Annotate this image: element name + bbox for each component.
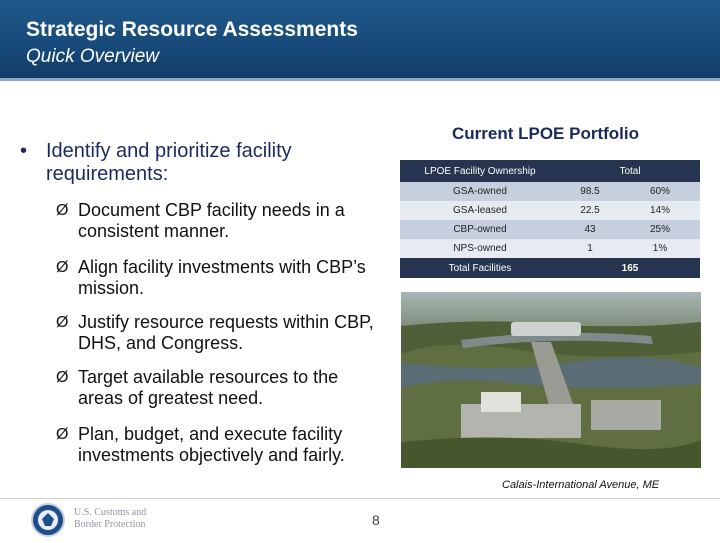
arrow-bullet-icon: Ø: [56, 202, 69, 219]
arrow-bullet-icon: Ø: [56, 426, 69, 443]
agency-line-1: U.S. Customs and: [74, 507, 147, 518]
portfolio-title: Current LPOE Portfolio: [452, 124, 639, 143]
row-label: GSA-leased: [453, 205, 507, 216]
sub-bullet-text: Align facility investments with CBP’s mission.: [78, 257, 366, 298]
row-count: 98.5: [580, 186, 600, 197]
page-number: 8: [372, 512, 380, 528]
sub-bullet: [56, 367, 376, 409]
header-total: Total: [619, 165, 641, 177]
dhs-seal-icon: [30, 502, 66, 543]
sub-bullet-text: Plan, budget, and execute facility investments objectively and fairly.: [78, 424, 345, 465]
slide-title: Strategic Resource Assessments: [26, 18, 358, 41]
arrow-bullet-icon: Ø: [56, 369, 69, 386]
table-header: [400, 160, 700, 182]
border-crossing-photo: [401, 292, 701, 468]
table-row: [400, 220, 700, 239]
main-bullet-text: Identify and prioritize facility requirements:: [46, 140, 292, 185]
table-row: [400, 201, 700, 220]
row-count: 22.5: [580, 205, 600, 216]
sub-bullet: [56, 424, 376, 466]
row-count: 1: [587, 243, 593, 254]
row-label: GSA-owned: [453, 186, 507, 197]
main-bullet: [20, 140, 370, 186]
sub-bullet-text: Justify resource requests within CBP, DHS, and Congress.: [78, 312, 374, 353]
footer-divider: [0, 498, 720, 499]
row-percent: 25%: [649, 224, 670, 235]
sub-bullet-text: Document CBP facility needs in a consistent manner.: [78, 200, 345, 241]
table-row: [400, 239, 700, 258]
row-label: NPS-owned: [453, 243, 507, 254]
sub-bullet: [56, 257, 376, 299]
header-ownership: LPOE Facility Ownership: [424, 165, 536, 177]
row-percent: 14%: [649, 205, 670, 216]
photo-caption: Calais-International Avenue, ME: [502, 479, 660, 491]
agency-name: [74, 507, 146, 531]
arrow-bullet-icon: Ø: [56, 314, 69, 331]
total-value: 165: [621, 262, 639, 274]
table-total-row: [400, 258, 700, 278]
row-percent: 1%: [652, 243, 668, 254]
row-label: CBP-owned: [453, 224, 507, 235]
total-label: Total Facilities: [448, 262, 512, 274]
agency-line-2: Border Protection: [74, 519, 146, 530]
row-count: 43: [584, 224, 596, 235]
table-row: [400, 182, 700, 201]
banner-divider: [0, 78, 720, 81]
aerial-photo-illustration: [401, 292, 701, 468]
sub-bullet-text: Target available resources to the areas of greatest need.: [78, 367, 339, 408]
sub-bullet: [56, 200, 376, 242]
row-percent: 60%: [649, 186, 670, 197]
arrow-bullet-icon: Ø: [56, 259, 69, 276]
bullet-dot: •: [20, 140, 28, 162]
slide-subtitle: Quick Overview: [26, 46, 160, 67]
portfolio-table: [400, 160, 700, 278]
sub-bullet: [56, 312, 376, 354]
